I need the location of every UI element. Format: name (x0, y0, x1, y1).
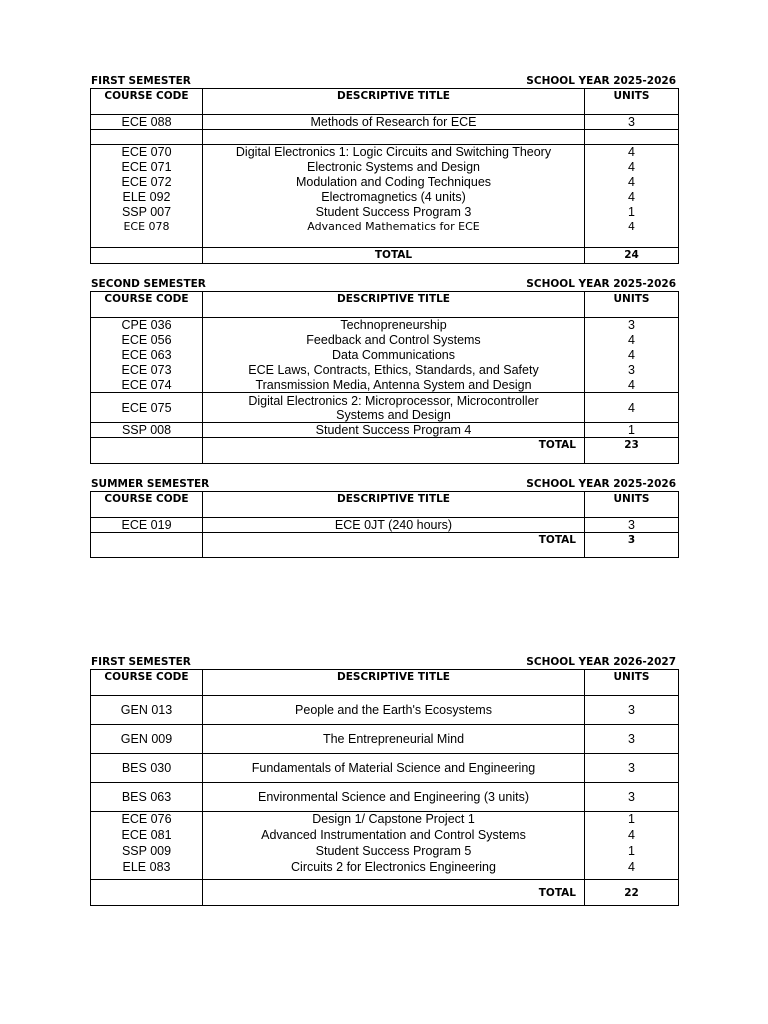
course-title: ECE Laws, Contracts, Ethics, Standards, and Safety (203, 363, 585, 378)
table-row (91, 783, 679, 812)
table-header-row (91, 492, 679, 518)
table-row (91, 393, 679, 423)
semester-block-3 (90, 477, 678, 558)
table-row (91, 175, 679, 190)
course-table (90, 669, 679, 906)
course-code: ELE 083 (91, 860, 203, 880)
total-label: TOTAL (203, 248, 585, 264)
empty-row (91, 130, 679, 145)
course-units: 4 (585, 378, 679, 393)
table-row (91, 190, 679, 205)
course-title: Student Success Program 5 (203, 844, 585, 860)
header-descriptive-title: DESCRIPTIVE TITLE (203, 492, 585, 518)
total-label: TOTAL (203, 880, 585, 906)
course-title: Fundamentals of Material Science and Engineering (203, 754, 585, 783)
total-row (91, 880, 679, 906)
header-course-code: COURSE CODE (91, 670, 203, 696)
table-row (91, 696, 679, 725)
course-code: ECE 088 (91, 115, 203, 130)
table-header-row (91, 670, 679, 696)
table-row (91, 725, 679, 754)
semester-block-1 (90, 74, 678, 264)
total-units: 3 (585, 533, 679, 558)
course-code: SSP 008 (91, 423, 203, 438)
course-code: ECE 063 (91, 348, 203, 363)
course-units: 4 (585, 348, 679, 363)
course-title: Environmental Science and Engineering (3 units) (203, 783, 585, 812)
course-units: 4 (585, 333, 679, 348)
course-code: ECE 075 (91, 393, 203, 423)
header-descriptive-title: DESCRIPTIVE TITLE (203, 89, 585, 115)
course-title: Electronic Systems and Design (203, 160, 585, 175)
course-title: Student Success Program 4 (203, 423, 585, 438)
header-course-code: COURSE CODE (91, 292, 203, 318)
course-title: Digital Electronics 1: Logic Circuits and Switching Theory (203, 145, 585, 160)
course-units: 4 (585, 175, 679, 190)
course-title: Digital Electronics 2: Microprocessor, Microcontroller Systems and Design (203, 393, 585, 423)
course-title: Transmission Media, Antenna System and Design (203, 378, 585, 393)
table-row (91, 860, 679, 880)
header-units: UNITS (585, 492, 679, 518)
total-label: TOTAL (203, 438, 585, 464)
course-code: ELE 092 (91, 190, 203, 205)
header-units: UNITS (585, 292, 679, 318)
school-year: SCHOOL YEAR 2025-2026 (526, 278, 676, 290)
course-title: Technopreneurship (203, 318, 585, 333)
course-code: ECE 071 (91, 160, 203, 175)
course-units: 1 (585, 844, 679, 860)
table-row (91, 115, 679, 130)
table-row (91, 318, 679, 333)
course-title: ECE 0JT (240 hours) (203, 518, 585, 533)
header-course-code: COURSE CODE (91, 89, 203, 115)
total-row (91, 438, 679, 464)
course-title: People and the Earth's Ecosystems (203, 696, 585, 725)
course-units: 1 (585, 205, 679, 220)
semester-block-2 (90, 277, 678, 464)
course-title: Circuits 2 for Electronics Engineering (203, 860, 585, 880)
course-table (90, 491, 679, 558)
table-row (91, 518, 679, 533)
course-title: Methods of Research for ECE (203, 115, 585, 130)
course-title: Advanced Instrumentation and Control Systems (203, 828, 585, 844)
course-code: SSP 007 (91, 205, 203, 220)
course-title: Feedback and Control Systems (203, 333, 585, 348)
course-code: CPE 036 (91, 318, 203, 333)
table-row (91, 145, 679, 160)
semester-block-4 (90, 655, 678, 906)
course-code: ECE 074 (91, 378, 203, 393)
course-code: ECE 070 (91, 145, 203, 160)
course-code: ECE 078 (91, 220, 203, 248)
course-units: 4 (585, 190, 679, 205)
school-year: SCHOOL YEAR 2025-2026 (526, 75, 676, 87)
table-row (91, 844, 679, 860)
total-label: TOTAL (203, 533, 585, 558)
semester-label: FIRST SEMESTER (91, 656, 191, 668)
course-title: Data Communications (203, 348, 585, 363)
total-row (91, 248, 679, 264)
table-header-row (91, 89, 679, 115)
course-units: 3 (585, 754, 679, 783)
course-code: ECE 019 (91, 518, 203, 533)
course-units: 3 (585, 783, 679, 812)
course-units: 3 (585, 725, 679, 754)
course-units: 3 (585, 518, 679, 533)
header-units: UNITS (585, 89, 679, 115)
table-row (91, 220, 679, 248)
table-row (91, 363, 679, 378)
course-units: 4 (585, 860, 679, 880)
table-row (91, 828, 679, 844)
course-table (90, 88, 679, 264)
course-title: Modulation and Coding Techniques (203, 175, 585, 190)
course-units: 4 (585, 828, 679, 844)
course-title: The Entrepreneurial Mind (203, 725, 585, 754)
course-title: Design 1/ Capstone Project 1 (203, 812, 585, 828)
header-descriptive-title: DESCRIPTIVE TITLE (203, 670, 585, 696)
course-units: 4 (585, 160, 679, 175)
school-year: SCHOOL YEAR 2025-2026 (526, 478, 676, 490)
table-row (91, 754, 679, 783)
course-code: ECE 073 (91, 363, 203, 378)
course-units: 4 (585, 393, 679, 423)
header-course-code: COURSE CODE (91, 492, 203, 518)
course-units: 3 (585, 363, 679, 378)
course-units: 1 (585, 812, 679, 828)
table-row (91, 205, 679, 220)
semester-label: SECOND SEMESTER (91, 278, 206, 290)
table-row (91, 423, 679, 438)
table-row (91, 812, 679, 828)
table-row (91, 160, 679, 175)
course-code: GEN 013 (91, 696, 203, 725)
course-table (90, 291, 679, 464)
semester-label: SUMMER SEMESTER (91, 478, 210, 490)
header-units: UNITS (585, 670, 679, 696)
semester-label: FIRST SEMESTER (91, 75, 191, 87)
total-units: 24 (585, 248, 679, 264)
course-units: 1 (585, 423, 679, 438)
total-row (91, 533, 679, 558)
course-title: Student Success Program 3 (203, 205, 585, 220)
total-units: 22 (585, 880, 679, 906)
total-units: 23 (585, 438, 679, 464)
course-code: SSP 009 (91, 844, 203, 860)
course-code: BES 063 (91, 783, 203, 812)
course-code: ECE 081 (91, 828, 203, 844)
course-units: 4 (585, 145, 679, 160)
course-units: 3 (585, 318, 679, 333)
table-header-row (91, 292, 679, 318)
course-code: ECE 072 (91, 175, 203, 190)
course-code: ECE 056 (91, 333, 203, 348)
course-title: Electromagnetics (4 units) (203, 190, 585, 205)
table-row (91, 378, 679, 393)
course-title: Advanced Mathematics for ECE (203, 220, 585, 248)
school-year: SCHOOL YEAR 2026-2027 (526, 656, 676, 668)
course-code: BES 030 (91, 754, 203, 783)
course-code: ECE 076 (91, 812, 203, 828)
table-row (91, 348, 679, 363)
course-units: 3 (585, 115, 679, 130)
course-code: GEN 009 (91, 725, 203, 754)
course-units: 3 (585, 696, 679, 725)
course-units: 4 (585, 220, 679, 248)
table-row (91, 333, 679, 348)
header-descriptive-title: DESCRIPTIVE TITLE (203, 292, 585, 318)
